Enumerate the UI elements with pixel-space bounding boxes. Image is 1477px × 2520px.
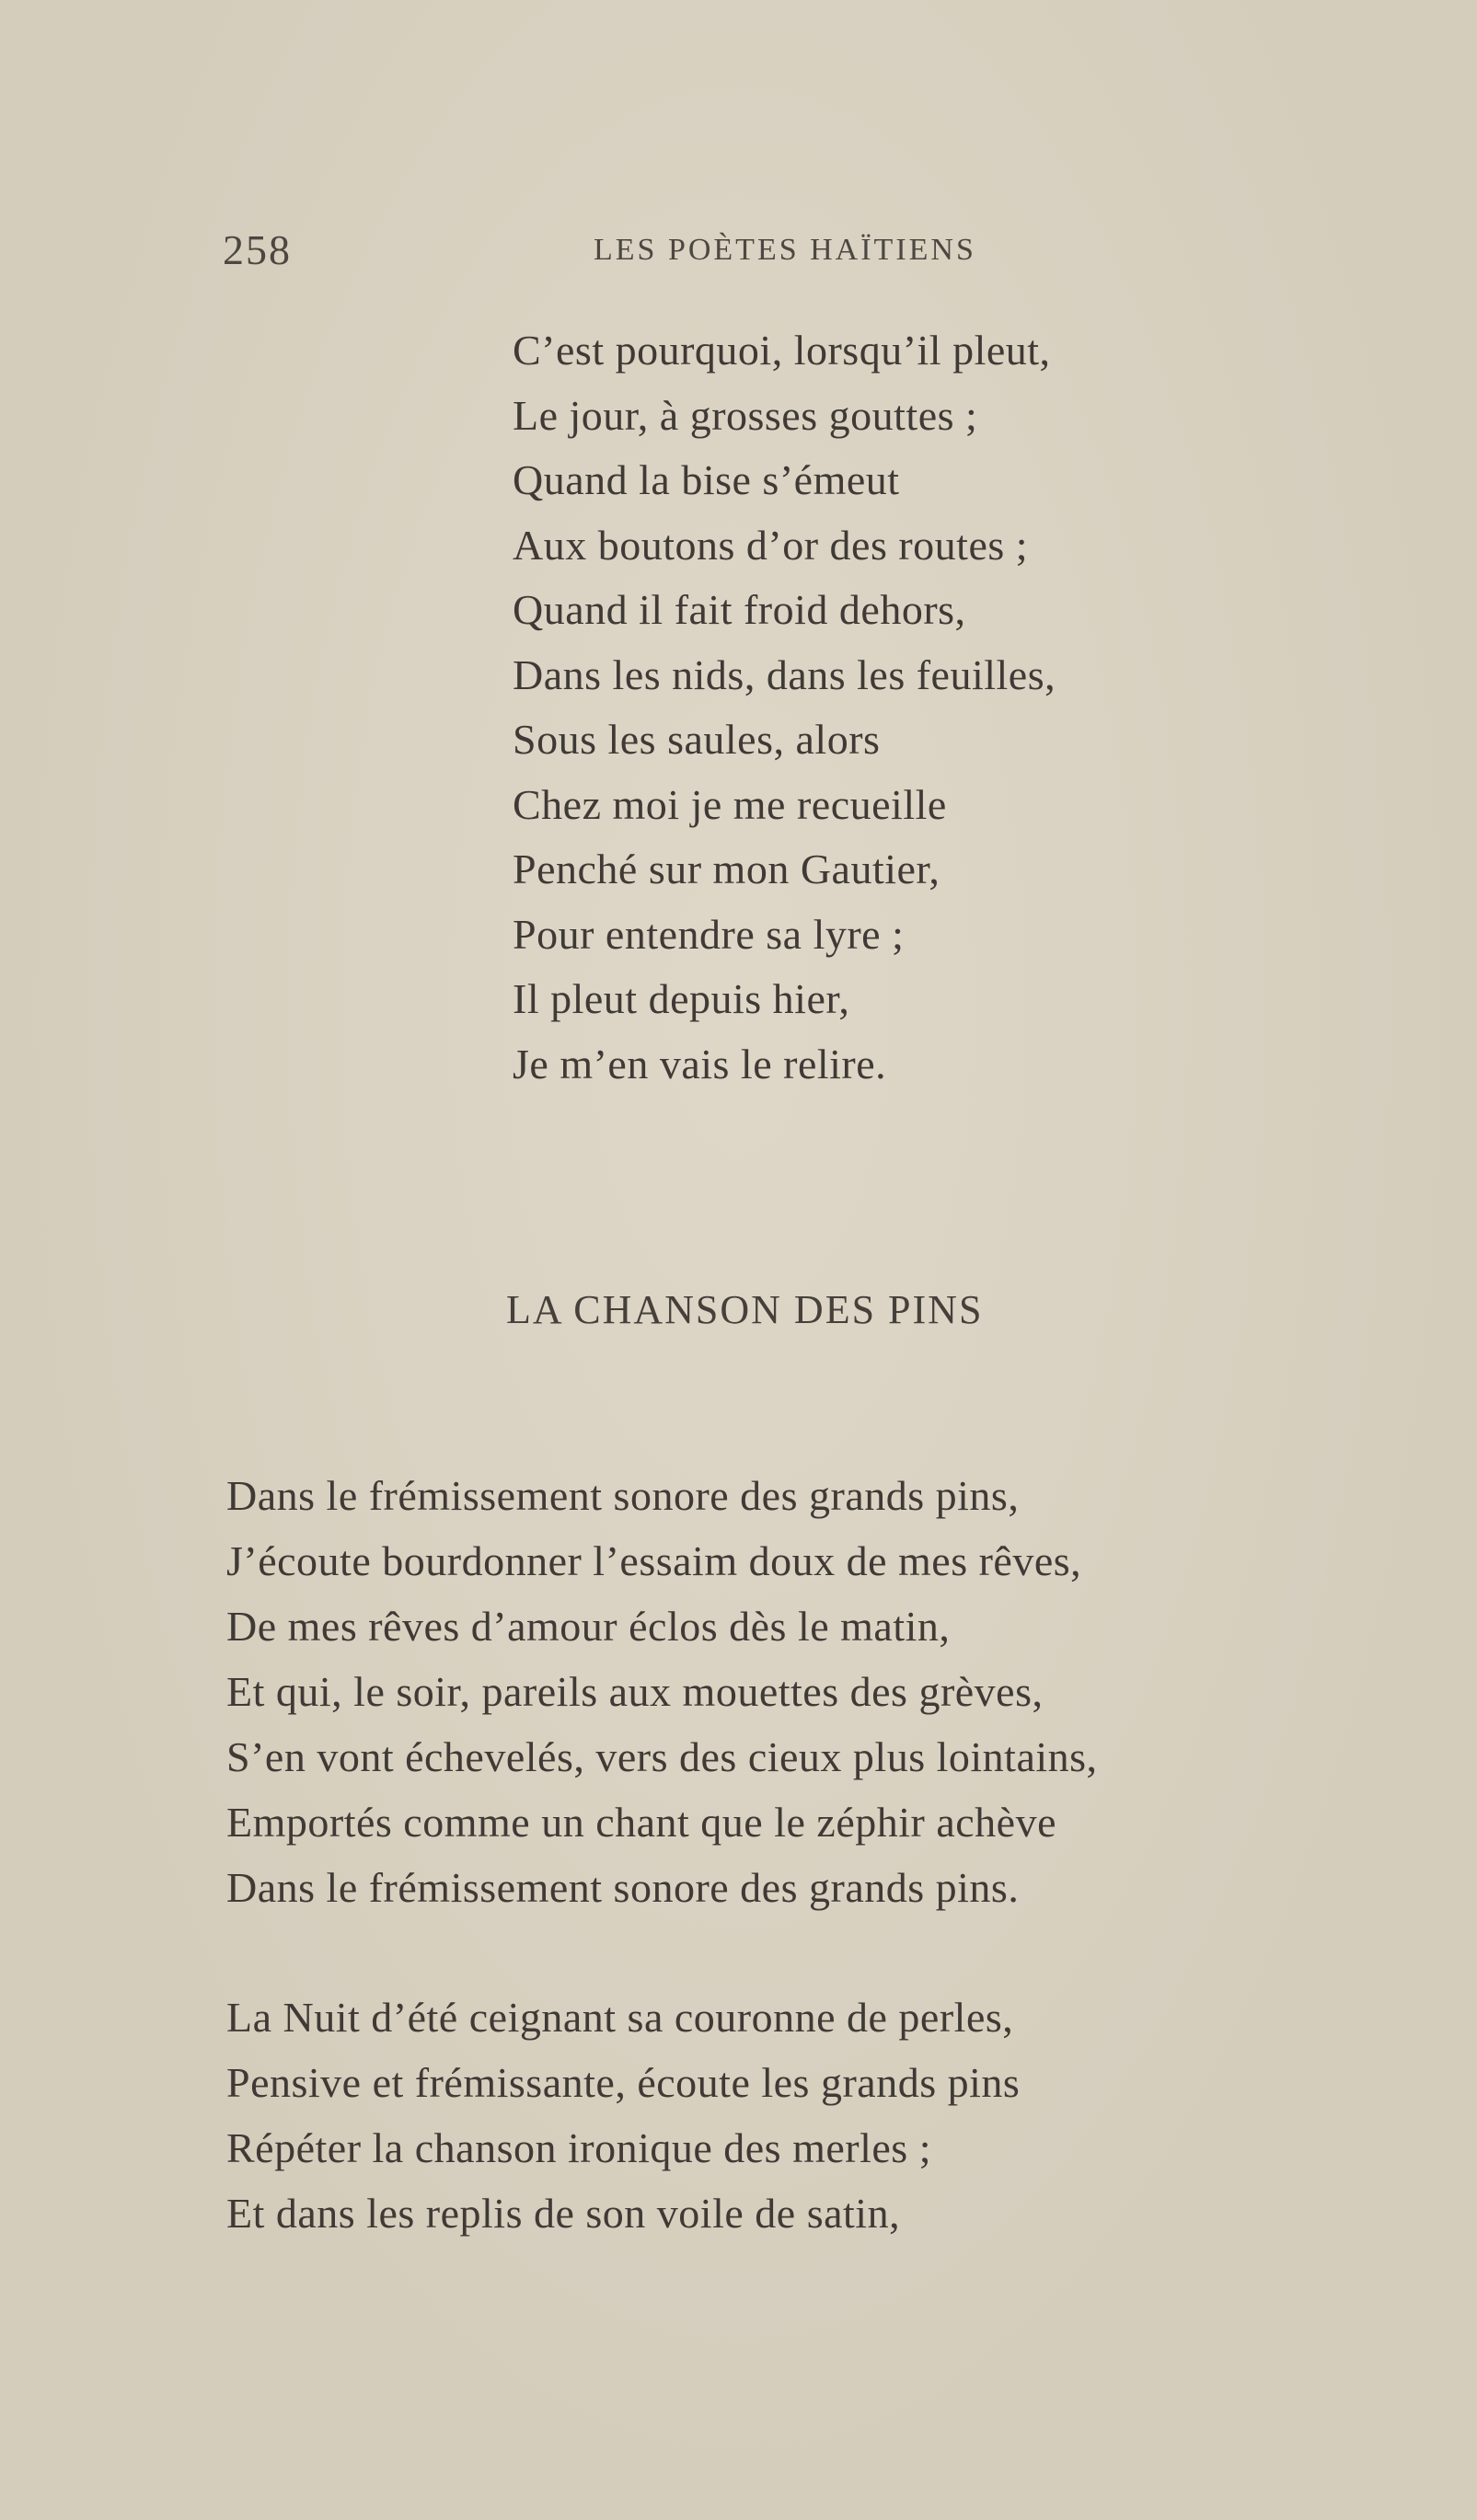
- verse-line: Aux boutons d’or des routes ;: [513, 521, 1029, 569]
- page-number: 258: [223, 226, 292, 273]
- verse-line: Il pleut depuis hier,: [513, 975, 850, 1022]
- poem-title: LA CHANSON DES PINS: [506, 1287, 984, 1332]
- verse-line: Pour entendre sa lyre ;: [513, 910, 905, 958]
- verse-line: Penché sur mon Gautier,: [513, 846, 940, 892]
- verse-line: La Nuit d’été ceignant sa couronne de perles,: [226, 1994, 1014, 2041]
- verse-line: Et qui, le soir, pareils aux mouettes des grèves,: [226, 1668, 1044, 1715]
- verse-line: C’est pourquoi, lorsqu’il pleut,: [513, 327, 1051, 374]
- poem-stanza-1: [226, 1463, 1098, 1920]
- verse-line: Sous les saules, alors: [513, 716, 881, 763]
- poem-continuation-stanza: [513, 318, 1056, 1097]
- verse-line: Chez moi je me recueille: [513, 780, 947, 828]
- verse-line: Dans le frémissement sonore des grands pins.: [226, 1864, 1020, 1911]
- verse-line: Quand la bise s’émeut: [513, 456, 900, 503]
- running-head: LES POÈTES HAÏTIENS: [594, 233, 976, 267]
- verse-line: S’en vont échevelés, vers des cieux plus lointains,: [226, 1733, 1098, 1780]
- verse-line: Le jour, à grosses gouttes ;: [513, 391, 978, 439]
- verse-line: Répéter la chanson ironique des merles ;: [226, 2124, 931, 2171]
- verse-line: Je m’en vais le relire.: [513, 1040, 887, 1087]
- verse-line: Pensive et frémissante, écoute les grands pins: [226, 2059, 1021, 2106]
- poem-stanza-2: [226, 1985, 1020, 2246]
- verse-line: Dans les nids, dans les feuilles,: [513, 650, 1056, 698]
- verse-line: Dans le frémissement sonore des grands pins,: [226, 1472, 1020, 1519]
- verse-line: Quand il fait froid dehors,: [513, 586, 966, 633]
- verse-line: Et dans les replis de son voile de satin,: [226, 2190, 901, 2237]
- verse-line: De mes rêves d’amour éclos dès le matin,: [226, 1603, 951, 1650]
- verse-line: Emportés comme un chant que le zéphir achève: [226, 1799, 1057, 1846]
- verse-line: J’écoute bourdonner l’essaim doux de mes rêves,: [226, 1537, 1082, 1584]
